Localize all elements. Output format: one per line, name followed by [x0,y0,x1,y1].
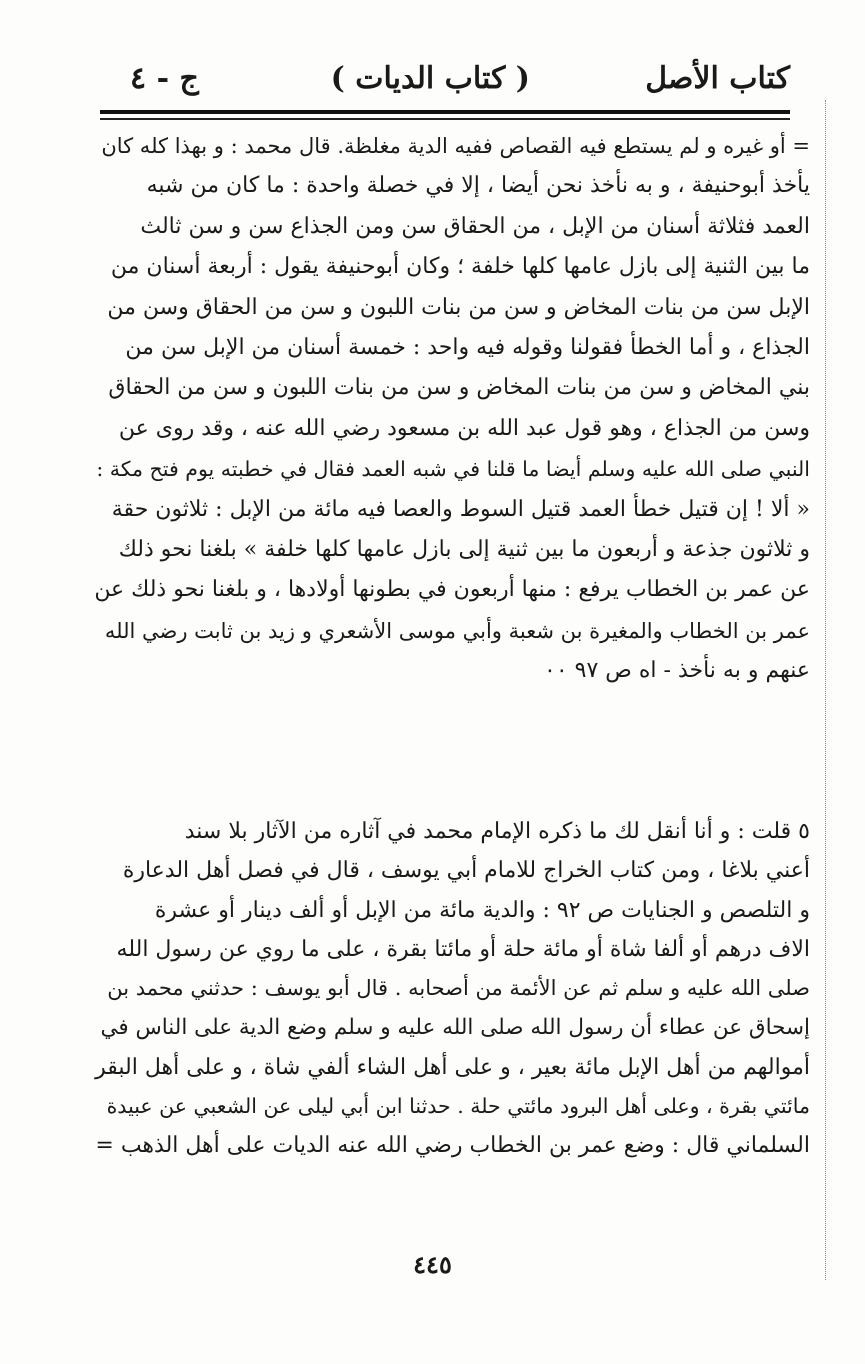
volume-label: ج - ٤ [130,61,199,96]
header-rule-thin [100,118,790,120]
text-line: يأخذ أبوحنيفة ، و به نأخذ نحن أيضا ، إلا في خصلة واحدة : ما كان من شبه [146,173,810,199]
text-line: ٥ قلت : و أنا أنقل لك ما ذكره الإمام محمد في آثاره من الآثار بلا سند [184,819,810,844]
section-title: ( كتاب الديات ) [330,61,530,96]
text-line: « ألا ! إن قتيل خطأ العمد قتيل السوط والعصا فيه مائة من الإبل : ثلاثون حقة [111,496,810,522]
header-rule-thick [100,110,790,114]
text-line: بني المخاض و سن من بنات المخاض و سن من بنات اللبون و سن من الحقاق [108,375,810,401]
text-line: إسحاق عن عطاء أن رسول الله صلى الله عليه و سلم وضع الدية على الناس في [100,1015,810,1041]
text-line: السلماني قال : وضع عمر بن الخطاب رضي الله عنه الديات على أهل الذهب = [95,1133,810,1159]
text-line: صلى الله عليه و سلم ثم عن الأئمة من أصحابه . قال أبو يوسف : حدثني محمد بن [107,976,810,1001]
book-title: كتاب الأصل [645,61,790,96]
paragraph-2 [92,812,810,1166]
text-line: النبي صلى الله عليه وسلم أيضا ما قلنا في شبه العمد فقال في خطبته يوم فتح مكة : [96,457,810,482]
text-line: عنهم و به نأخذ - اه ص ٩٧ ٠٠ [544,658,810,684]
page-edge-dotted-line [825,100,827,1280]
text-line: مائتي بقرة ، وعلى أهل البرود مائتي حلة . حدثنا ابن أبي ليلى عن الشعبي عن عبيدة [106,1094,810,1119]
text-line: الجذاع ، و أما الخطأ فقولنا وقوله فيه واحد : خمسة أسنان من الإبل سن من [125,334,810,360]
text-line: عمر بن الخطاب والمغيرة بن شعبة وأبي موسى الأشعري و زيد بن ثابت رضي الله [104,618,810,643]
text-line: أعني بلاغا ، ومن كتاب الخراج للامام أبي يوسف ، قال في فصل أهل الدعارة [122,858,810,884]
page-number: ٤٤٥ [413,1250,452,1279]
text-line: و ثلاثون جذعة و أربعون ما بين ثنية إلى بازل عامها كلها خلفة » بلغنا نحو ذلك [118,536,810,562]
text-line: ما بين الثنية إلى بازل عامها كلها خلفة ؛ وكان أبوحنيفة يقول : أربعة أسنان من [110,254,810,280]
running-header [100,55,790,105]
text-line: و التلصص و الجنايات ص ٩٢ : والدية مائة من الإبل أو ألف دينار أو عشرة [154,897,810,923]
text-line: الاف درهم أو ألفا شاة أو مائة حلة أو مائتا بقرة ، على ما روي عن رسول الله [116,936,810,962]
text-line: وسن من الجذاع ، وهو قول عبد الله بن مسعود رضي الله عنه ، وقد روى عن [118,415,810,441]
paragraph-1 [92,126,810,691]
text-line: العمد فثلاثة أسنان من الإبل ، من الحقاق سن ومن الجذاع سن و سن ثالث [140,213,810,239]
text-line: أموالهم من أهل الإبل مائة بعير ، و على أهل الشاء ألفي شاة ، و على أهل البقر [95,1054,810,1080]
text-line: عن عمر بن الخطاب يرفع : منها أربعون في بطونها أولادها ، و بلغنا نحو ذلك عن [94,577,810,603]
text-line: الإبل سن من بنات المخاض و سن من بنات اللبون و سن من الحقاق وسن من [107,294,810,320]
text-line: = أو غيره و لم يستطع فيه القصاص ففيه الدية مغلظة. قال محمد : و بهذا كله كان [101,134,810,158]
